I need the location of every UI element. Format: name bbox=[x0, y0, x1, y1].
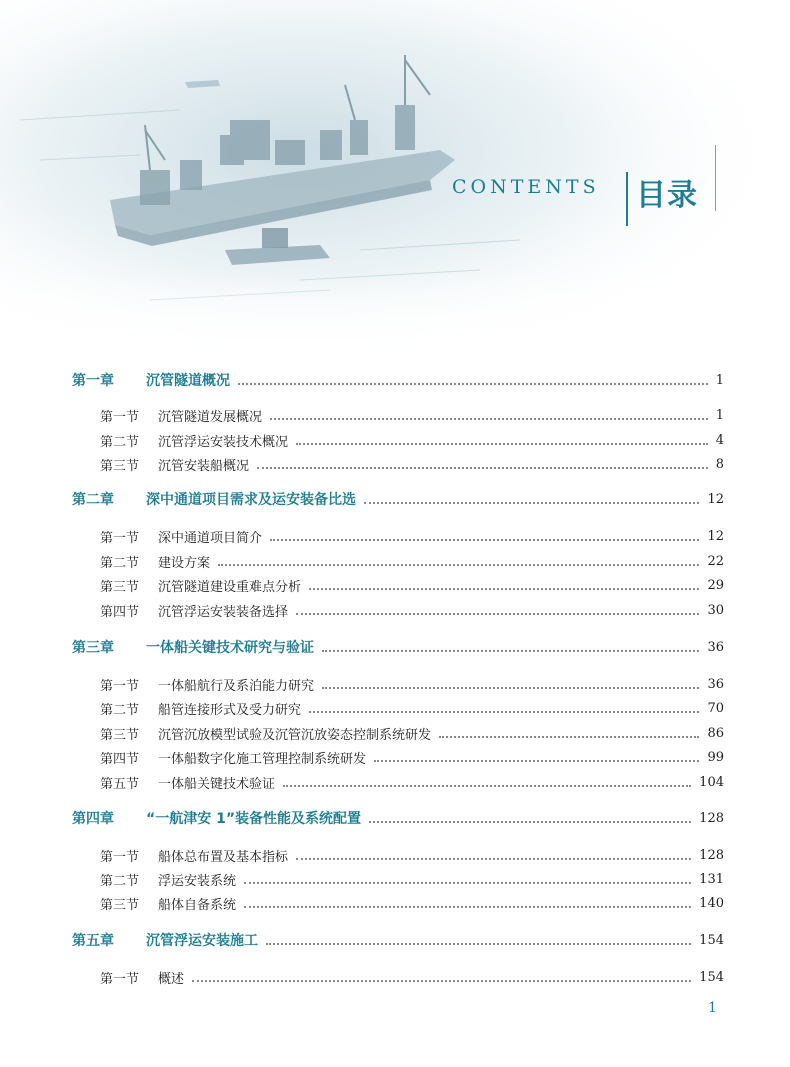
chapter-number: 第一章 bbox=[72, 373, 114, 389]
page-reference: 30 bbox=[707, 602, 724, 618]
dot-leader bbox=[266, 942, 691, 945]
toc-section-entry[interactable] bbox=[100, 891, 724, 915]
dot-leader bbox=[283, 784, 691, 787]
chapter-number: 第四章 bbox=[72, 811, 114, 827]
section-number: 第一节 bbox=[100, 530, 140, 546]
page-reference: 128 bbox=[699, 810, 724, 826]
dot-leader bbox=[296, 442, 708, 445]
dot-leader bbox=[192, 979, 691, 982]
toc-chapter-entry[interactable] bbox=[72, 928, 724, 952]
toc-section-entry[interactable] bbox=[100, 965, 724, 989]
section-title: 船体自备系统 bbox=[158, 897, 237, 913]
dot-leader bbox=[296, 857, 691, 860]
page-reference: 70 bbox=[707, 700, 724, 716]
toc-section-entry[interactable] bbox=[100, 452, 724, 476]
section-title: 一体船数字化施工管理控制系统研发 bbox=[158, 751, 367, 767]
section-number: 第二节 bbox=[100, 873, 140, 889]
section-number: 第三节 bbox=[100, 458, 140, 474]
section-title: 深中通道项目简介 bbox=[158, 530, 263, 546]
page-reference: 140 bbox=[699, 895, 724, 911]
section-number: 第三节 bbox=[100, 727, 140, 743]
dot-leader bbox=[244, 881, 691, 884]
chapter-title: 一体船关键技术研究与验证 bbox=[146, 640, 314, 656]
section-number: 第三节 bbox=[100, 579, 140, 595]
page-title: 目录 bbox=[636, 178, 698, 213]
page-reference: 36 bbox=[707, 676, 724, 692]
page-reference: 128 bbox=[699, 847, 724, 863]
dot-leader bbox=[244, 905, 691, 908]
dot-leader bbox=[296, 612, 699, 615]
dot-leader bbox=[322, 649, 699, 652]
page-reference: 1 bbox=[715, 372, 724, 388]
dot-leader bbox=[369, 820, 691, 823]
section-title: 建设方案 bbox=[158, 555, 211, 571]
toc-section-entry[interactable] bbox=[100, 721, 724, 745]
section-title: 一体船航行及系泊能力研究 bbox=[158, 678, 315, 694]
section-number: 第三节 bbox=[100, 897, 140, 913]
page-reference: 104 bbox=[699, 774, 724, 790]
page-reference: 1 bbox=[715, 407, 724, 423]
toc-chapter-entry[interactable] bbox=[72, 635, 724, 659]
page-reference: 36 bbox=[707, 639, 724, 655]
page-reference: 22 bbox=[707, 553, 724, 569]
toc-section-entry[interactable] bbox=[100, 672, 724, 696]
section-number: 第二节 bbox=[100, 702, 140, 718]
contents-label: CONTENTS bbox=[452, 176, 600, 198]
toc-chapter-entry[interactable] bbox=[72, 487, 724, 511]
chapter-number: 第二章 bbox=[72, 492, 114, 508]
dot-leader bbox=[218, 563, 699, 566]
toc-section-entry[interactable] bbox=[100, 598, 724, 622]
page-number: 1 bbox=[708, 1000, 717, 1016]
page-reference: 8 bbox=[715, 456, 724, 472]
title-divider bbox=[626, 172, 628, 226]
section-title: 沉管安装船概况 bbox=[158, 458, 250, 474]
section-number: 第二节 bbox=[100, 434, 140, 450]
page-reference: 29 bbox=[707, 577, 724, 593]
dot-leader bbox=[364, 501, 699, 504]
page-reference: 154 bbox=[699, 969, 724, 985]
page-reference: 12 bbox=[707, 528, 724, 544]
dot-leader bbox=[238, 382, 708, 385]
dot-leader bbox=[309, 710, 699, 713]
section-title: 沉管沉放模型试验及沉管沉放姿态控制系统研发 bbox=[158, 727, 432, 743]
section-title: 沉管浮运安装装备选择 bbox=[158, 604, 289, 620]
title-accent-line bbox=[715, 145, 716, 211]
toc-section-entry[interactable] bbox=[100, 573, 724, 597]
section-title: 船体总布置及基本指标 bbox=[158, 849, 289, 865]
section-title: 概述 bbox=[158, 971, 185, 987]
dot-leader bbox=[309, 587, 699, 590]
section-title: 浮运安装系统 bbox=[158, 873, 237, 889]
toc-chapter-entry[interactable] bbox=[72, 806, 724, 830]
toc-section-entry[interactable] bbox=[100, 843, 724, 867]
chapter-number: 第五章 bbox=[72, 933, 114, 949]
section-number: 第一节 bbox=[100, 971, 140, 987]
dot-leader bbox=[439, 735, 699, 738]
toc-section-entry[interactable] bbox=[100, 428, 724, 452]
page-reference: 4 bbox=[715, 432, 724, 448]
dot-leader bbox=[270, 538, 699, 541]
section-number: 第一节 bbox=[100, 849, 140, 865]
page-reference: 99 bbox=[707, 749, 724, 765]
toc-section-entry[interactable] bbox=[100, 524, 724, 548]
section-title: 一体船关键技术验证 bbox=[158, 776, 276, 792]
toc-section-entry[interactable] bbox=[100, 770, 724, 794]
dot-leader bbox=[322, 686, 699, 689]
section-number: 第二节 bbox=[100, 555, 140, 571]
toc-section-entry[interactable] bbox=[100, 403, 724, 427]
page-reference: 154 bbox=[699, 932, 724, 948]
dot-leader bbox=[257, 466, 708, 469]
page-reference: 86 bbox=[707, 725, 724, 741]
page-reference: 12 bbox=[707, 491, 724, 507]
chapter-title: 沉管隧道概况 bbox=[146, 373, 230, 389]
section-title: 沉管隧道发展概况 bbox=[158, 409, 263, 425]
toc-section-entry[interactable] bbox=[100, 696, 724, 720]
section-title: 船管连接形式及受力研究 bbox=[158, 702, 302, 718]
section-title: 沉管浮运安装技术概况 bbox=[158, 434, 289, 450]
section-number: 第一节 bbox=[100, 409, 140, 425]
chapter-title: 沉管浮运安装施工 bbox=[146, 933, 258, 949]
dot-leader bbox=[374, 759, 699, 762]
chapter-title: 深中通道项目需求及运安装备比选 bbox=[146, 492, 356, 508]
section-number: 第五节 bbox=[100, 776, 140, 792]
chapter-number: 第三章 bbox=[72, 640, 114, 656]
section-number: 第四节 bbox=[100, 604, 140, 620]
section-number: 第一节 bbox=[100, 678, 140, 694]
toc-section-entry[interactable] bbox=[100, 549, 724, 573]
toc-section-entry[interactable] bbox=[100, 745, 724, 769]
section-title: 沉管隧道建设重难点分析 bbox=[158, 579, 302, 595]
page-reference: 131 bbox=[699, 871, 724, 887]
section-number: 第四节 bbox=[100, 751, 140, 767]
toc-chapter-entry[interactable] bbox=[72, 368, 724, 392]
dot-leader bbox=[270, 417, 708, 420]
chapter-title: “一航津安 1”装备性能及系统配置 bbox=[146, 811, 362, 827]
toc-section-entry[interactable] bbox=[100, 867, 724, 891]
